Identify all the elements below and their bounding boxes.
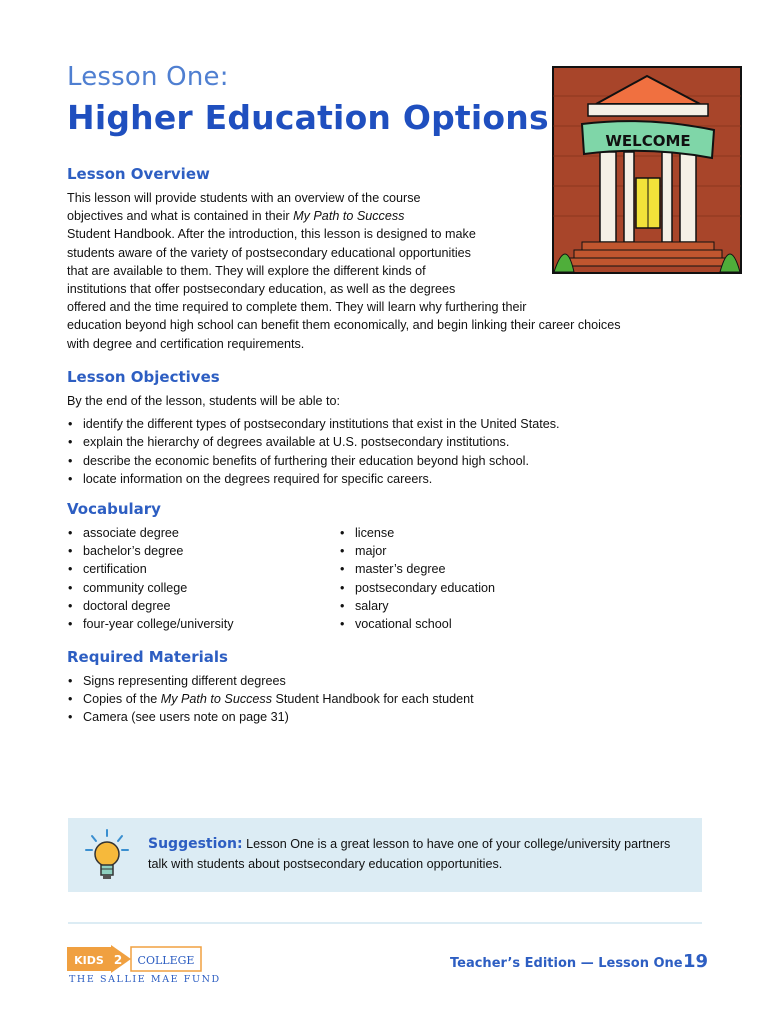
list-item: • locate information on the degrees required for specific careers. [67,470,560,488]
vocabulary-list-right [339,524,611,633]
list-item: • describe the economic benefits of furthering their education beyond high school. [67,452,560,470]
logo-subtitle: THE SALLIE MAE FUND [69,974,221,985]
overview-line: students aware of the variety of postsecondary educational opportunities [67,245,471,260]
overview-line: Student Handbook. After the introduction, this lesson is designed to make [67,227,476,242]
page-title: Higher Education Options [67,98,549,137]
lesson-objectives-section [67,368,560,488]
overview-line: that are available to them. They will explore the different kinds of [67,263,426,278]
suggestion-text: Suggestion: Lesson One is a great lesson to have one of your college/university partners talk with students about postsecondary education opportunities. [148,836,671,871]
list-item: • four-year college/university [67,615,339,633]
list-item: • community college [67,579,339,597]
objectives-list [67,415,560,488]
list-item: • vocational school [339,615,611,633]
list-item: • major [339,542,611,560]
footer-title: Teacher’s Edition — Lesson One [450,956,683,971]
list-item: • explain the hierarchy of degrees available at U.S. postsecondary institutions. [67,433,560,451]
svg-text:COLLEGE: COLLEGE [137,954,195,967]
list-item: • Copies of the My Path to Success Student Handbook for each student [67,690,474,708]
list-item: • salary [339,597,611,615]
list-item: • postsecondary education [339,579,611,597]
required-materials-section [67,648,474,727]
list-item: • associate degree [67,524,339,542]
overview-line: education beyond high school can benefit them economically, and begin linking their career choices [67,318,621,333]
list-item: • identify the different types of postsecondary institutions that exist in the United States. [67,415,560,433]
list-item: • Signs representing different degrees [67,672,474,690]
objectives-intro: By the end of the lesson, students will be able to: [67,394,341,408]
overview-line: This lesson will provide students with an overview of the course [67,191,421,205]
suggestion-label: Suggestion: [148,836,243,852]
list-item: • bachelor’s degree [67,542,339,560]
list-item: • master’s degree [339,560,611,578]
overview-heading: Lesson Overview [67,165,210,183]
list-item: • Camera (see users note on page 31) [67,708,474,726]
vocabulary-list-left [67,524,339,633]
lightbulb-icon [84,828,130,882]
lesson-kicker: Lesson One: [67,62,229,92]
vocabulary-section [67,500,611,633]
overview-line: with degree and certification requirements. [67,336,305,351]
page-number: 19 [683,951,709,972]
materials-list [67,672,474,727]
footer-divider [68,922,702,924]
list-item: • certification [67,560,339,578]
overview-line: offered and the time required to complete them. They will learn why furthering their [67,300,527,315]
vocabulary-heading: Vocabulary [67,500,161,518]
suggestion-box [68,818,702,892]
overview-text [67,189,707,353]
overview-line: objectives and what is contained in their My Path to Success [67,209,405,224]
objectives-heading: Lesson Objectives [67,368,220,386]
lesson-overview-section [67,165,210,183]
list-item: • license [339,524,611,542]
svg-text:KIDS: KIDS [74,954,104,967]
overview-line: institutions that offer postsecondary education, as well as the degrees [67,282,456,297]
list-item: • doctoral degree [67,597,339,615]
banner-text: WELCOME [605,132,691,150]
svg-text:2: 2 [113,953,123,967]
materials-heading: Required Materials [67,648,228,666]
